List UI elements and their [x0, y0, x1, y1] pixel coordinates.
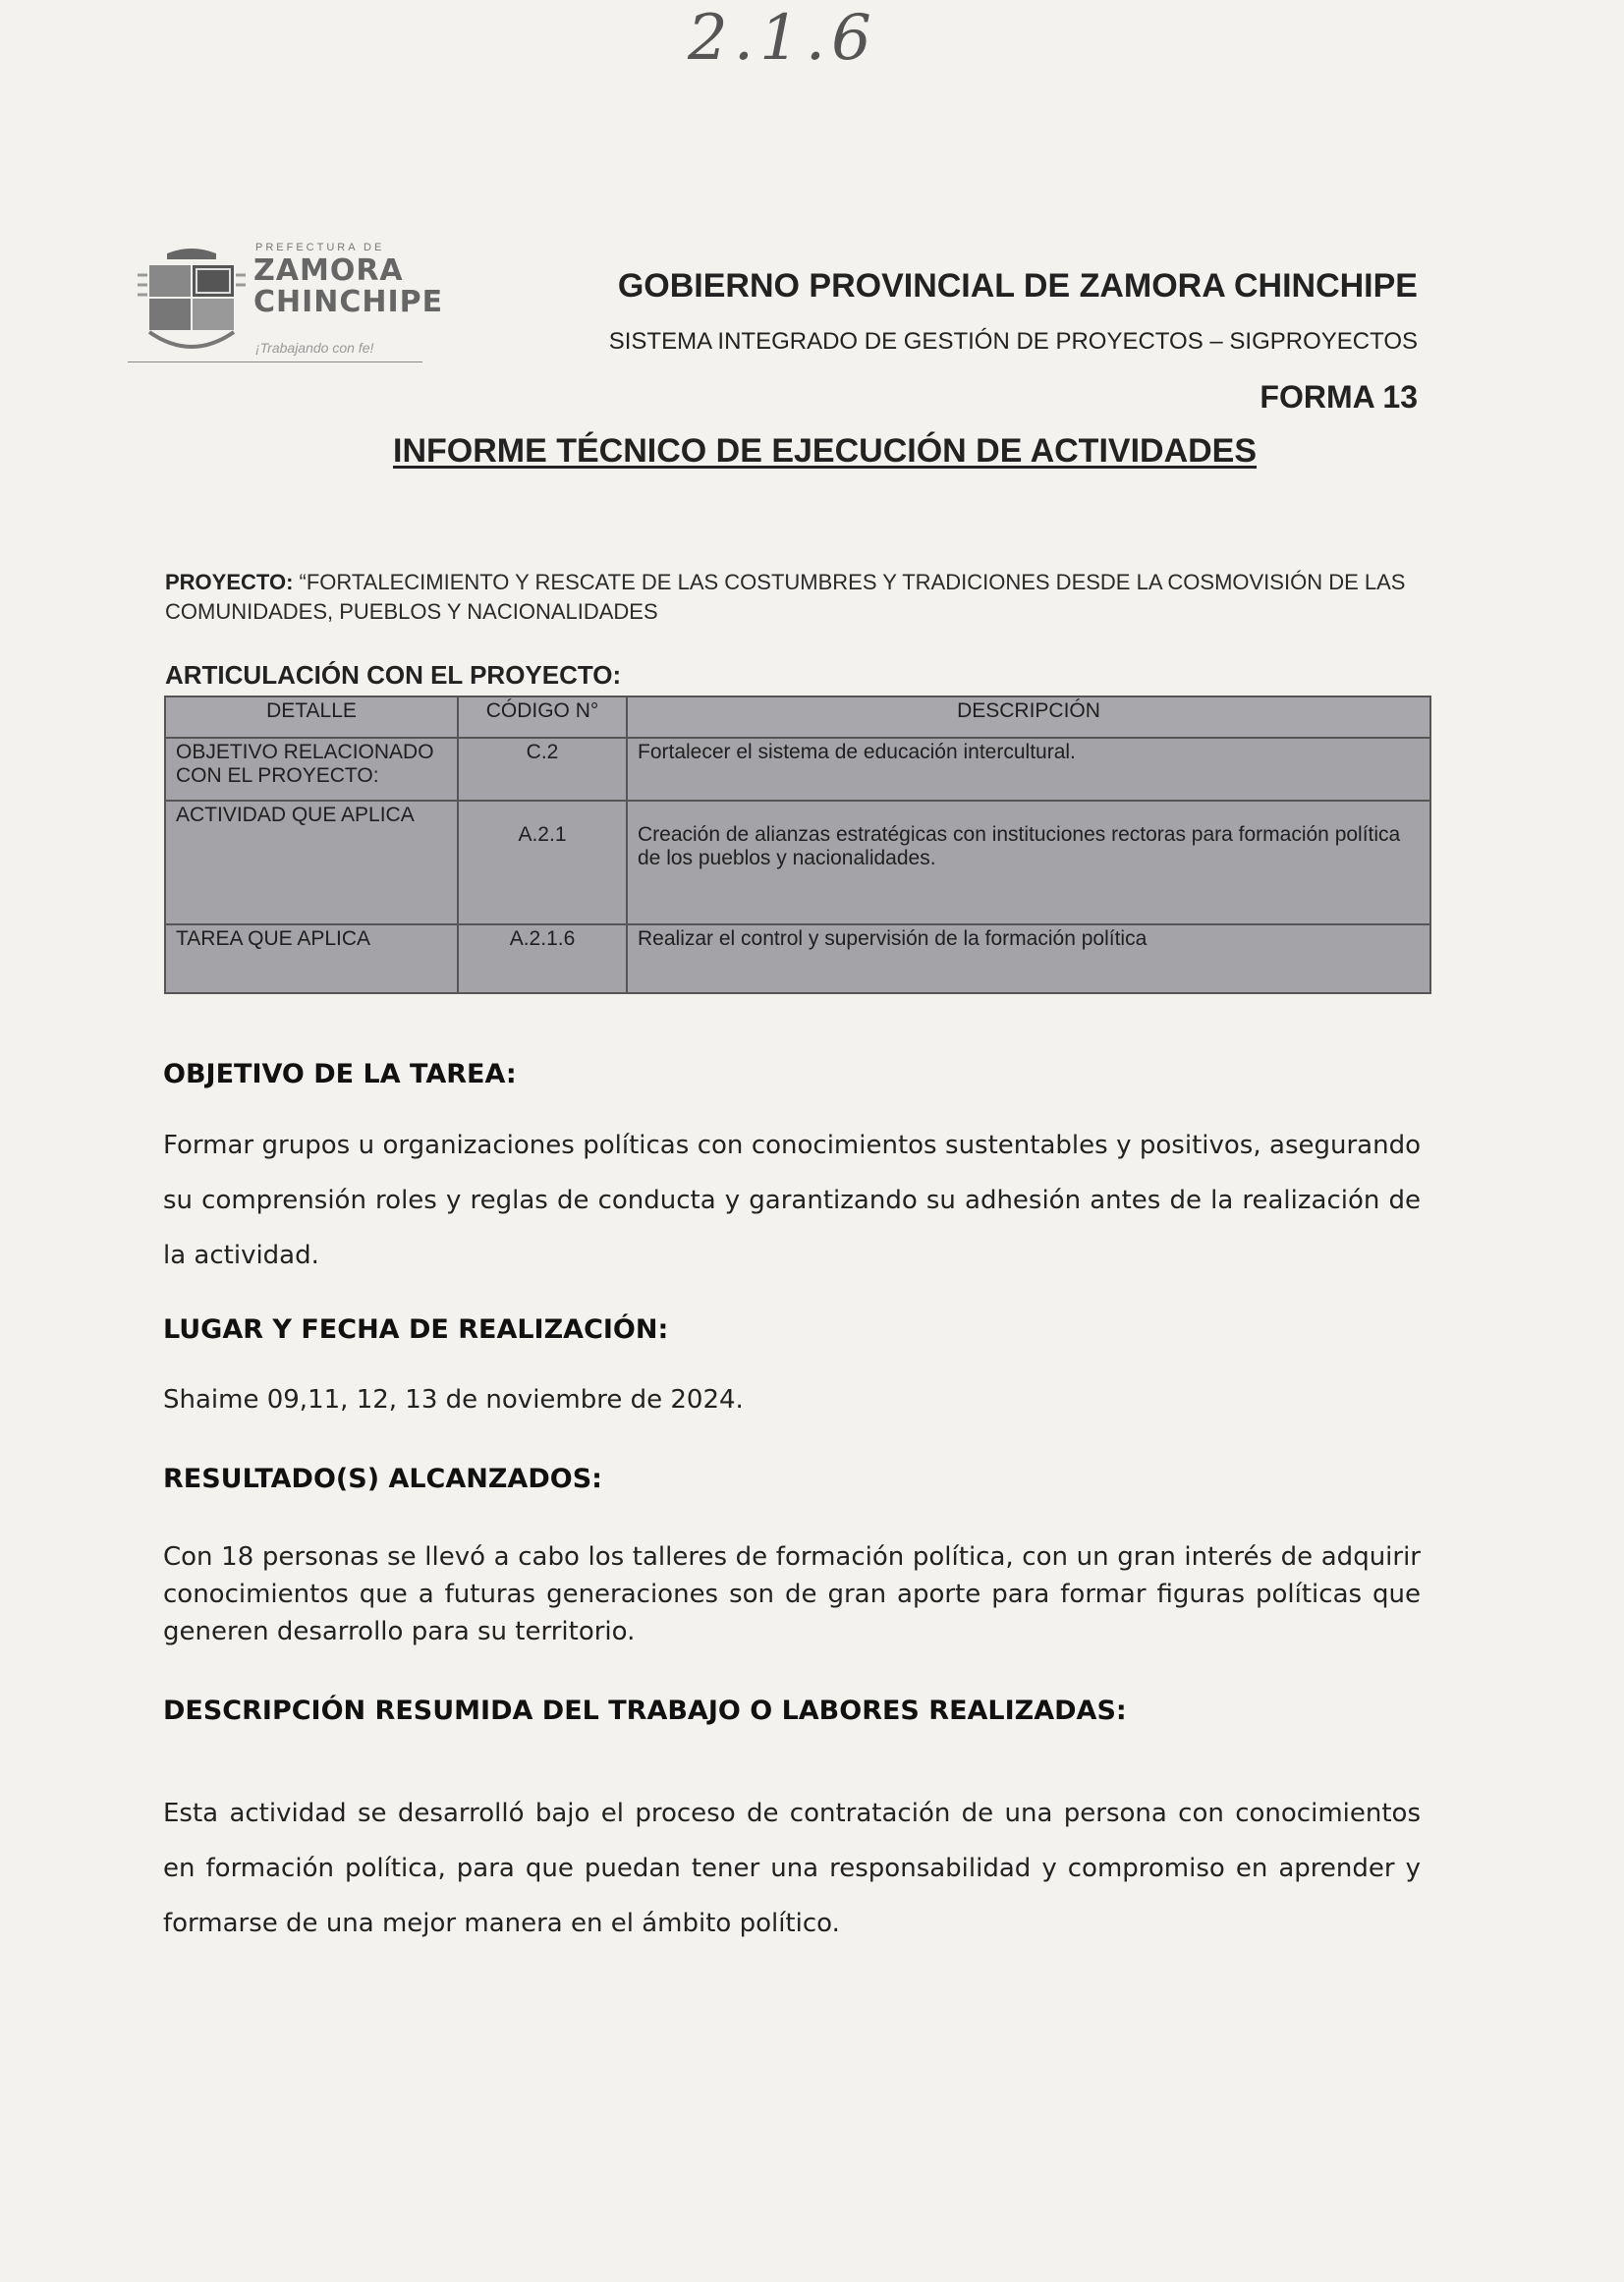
cell-detalle: OBJETIVO RELACIONADO CON EL PROYECTO:	[165, 738, 458, 801]
cell-codigo: C.2	[458, 738, 627, 801]
project-statement	[165, 568, 1432, 627]
table-row	[165, 924, 1430, 993]
results-heading: RESULTADO(S) ALCANZADOS:	[163, 1464, 602, 1494]
cell-detalle: ACTIVIDAD QUE APLICA	[165, 801, 458, 924]
project-text: “FORTALECIMIENTO Y RESCATE DE LAS COSTUMBRES Y TRADICIONES DESDE LA COSMOVISIÓN DE LAS COMUNIDADES, PUEBLOS Y NACIONALIDADES	[165, 570, 1406, 624]
objective-text: Formar grupos u organizaciones políticas con conocimientos sustentables y positivos, asegurando su comprensión roles y reglas de conducta y garantizando su adhesión antes de la realización de la actividad.	[163, 1131, 1421, 1270]
header-codigo: CÓDIGO N°	[458, 696, 627, 738]
table-row	[165, 738, 1430, 801]
description-text: Esta actividad se desarrolló bajo el proceso de contratación de una persona con conocimientos en formación política, para que puedan tener una responsabilidad y compromiso en aprender y formarse de una mejor manera en el ámbito político.	[163, 1799, 1421, 1938]
results-text: Con 18 personas se llevó a cabo los talleres de formación política, con un gran interés de adquirir conocimientos que a futuras generaciones son de gran aporte para formar figuras políticas que generen desarrollo para su territorio.	[163, 1542, 1421, 1646]
objective-heading: OBJETIVO DE LA TAREA:	[163, 1059, 517, 1089]
logo-name	[253, 255, 443, 318]
report-title: INFORME TÉCNICO DE EJECUCIÓN DE ACTIVIDADES	[393, 432, 1258, 470]
form-number: FORMA 13	[1260, 379, 1418, 415]
cell-descripcion: Realizar el control y supervisión de la formación política	[627, 924, 1430, 993]
description-heading: DESCRIPCIÓN RESUMIDA DEL TRABAJO O LABORES REALIZADAS:	[163, 1696, 1127, 1726]
cell-codigo: A.2.1.6	[458, 924, 627, 993]
cell-codigo: A.2.1	[458, 801, 627, 924]
logo-name-line1: ZAMORA	[253, 253, 404, 288]
header-descripcion: DESCRIPCIÓN	[627, 696, 1430, 738]
articulation-table	[164, 696, 1431, 994]
logo-name-line2: CHINCHIPE	[253, 285, 444, 319]
handwritten-note: 2.1.6	[688, 2, 877, 75]
cell-descripcion: Fortalecer el sistema de educación intercultural.	[627, 738, 1430, 801]
table-header-row	[165, 696, 1430, 738]
government-title: GOBIERNO PROVINCIAL DE ZAMORA CHINCHIPE	[617, 267, 1418, 305]
table-row	[165, 801, 1430, 924]
header-detalle: DETALLE	[165, 696, 458, 738]
logo-motto: ¡Trabajando con fe!	[255, 340, 374, 356]
prefectura-logo	[128, 224, 444, 366]
place-date-text: Shaime 09,11, 12, 13 de noviembre de 2024.	[163, 1385, 744, 1415]
logo-small-text: PREFECTURA DE	[255, 242, 385, 253]
system-title: SISTEMA INTEGRADO DE GESTIÓN DE PROYECTOS – SIGPROYECTOS	[608, 328, 1418, 355]
place-date-heading: LUGAR Y FECHA DE REALIZACIÓN:	[163, 1314, 669, 1345]
cell-descripcion: Creación de alianzas estratégicas con instituciones rectoras para formación política de los pueblos y nacionalidades.	[627, 801, 1430, 924]
cell-detalle: TAREA QUE APLICA	[165, 924, 458, 993]
project-label: PROYECTO:	[165, 570, 294, 594]
coat-of-arms-icon	[138, 246, 246, 359]
articulation-label: ARTICULACIÓN CON EL PROYECTO:	[165, 660, 622, 690]
